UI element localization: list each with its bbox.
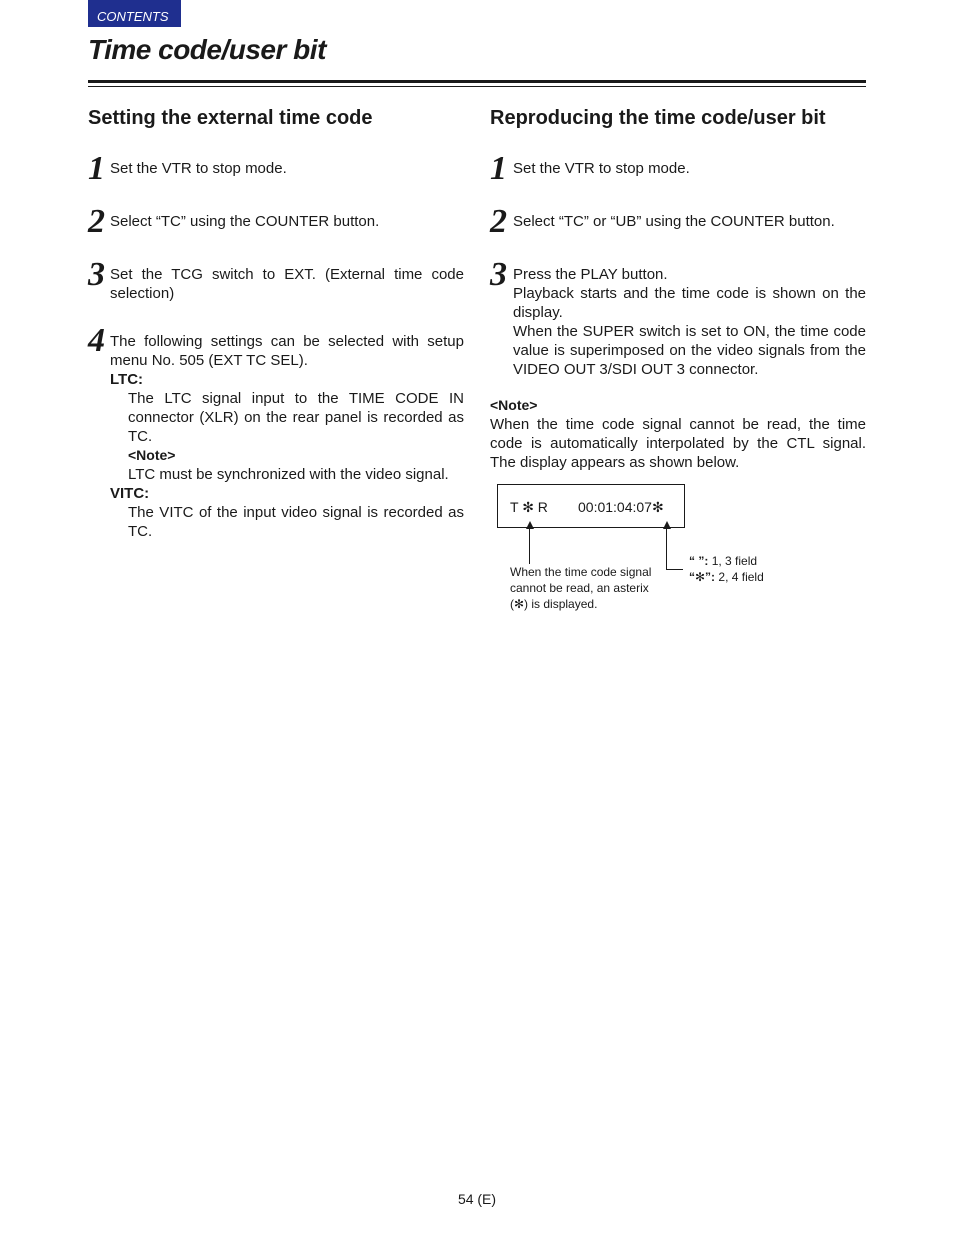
arrow-up-icon	[663, 521, 671, 529]
step-number: 1	[88, 150, 105, 187]
note-label: <Note>	[128, 447, 176, 463]
step-text: The following settings can be selected with setup menu No. 505 (EXT TC SEL).	[110, 333, 464, 369]
field-symbol: “ ”:	[689, 554, 709, 568]
title-rule	[88, 80, 866, 83]
left-section-heading: Setting the external time code	[88, 107, 373, 129]
note-label: <Note>	[490, 397, 538, 413]
step-number: 3	[88, 256, 105, 293]
asterisk-callout-text: When the time code signal cannot be read, an asterix (✻) is displayed.	[510, 565, 652, 611]
display-mode-text: T ✻ R	[510, 499, 548, 515]
step-4-block	[110, 332, 464, 541]
field-legend-row	[689, 569, 764, 585]
step-number: 4	[88, 322, 105, 359]
step-number: 1	[490, 150, 507, 187]
field-symbol: “✻”:	[689, 570, 716, 584]
step-number: 3	[490, 256, 507, 293]
step-number: 2	[490, 203, 507, 240]
display-time-code: 00:01:04:07✻	[578, 499, 664, 515]
step-3-block	[513, 265, 866, 379]
step-text: Press the PLAY button.	[513, 266, 668, 283]
step-text: Select “TC” or “UB” using the COUNTER button.	[513, 213, 835, 230]
vitc-label: VITC:	[110, 485, 150, 502]
title-rule-thin	[88, 86, 866, 87]
note-text: When the time code signal cannot be read, the time code is automatically interpolated by the CTL signal. The display appears as shown below.	[490, 416, 866, 471]
step-text: Select “TC” using the COUNTER button.	[110, 213, 380, 230]
contents-link[interactable]: CONTENTS	[88, 0, 181, 27]
step-text: Set the TCG switch to EXT. (External time code selection)	[110, 266, 464, 302]
note-text: LTC must be synchronized with the video signal.	[128, 466, 449, 483]
field-legend-row	[689, 553, 757, 569]
page-title: Time code/user bit	[88, 34, 326, 65]
note-block	[490, 396, 866, 472]
vitc-description: The VITC of the input video signal is recorded as TC.	[128, 504, 464, 540]
ltc-description: The LTC signal input to the TIME CODE IN connector (XLR) on the rear panel is recorded as TC.	[128, 390, 464, 445]
step-text: Playback starts and the time code is shown on the display.	[513, 285, 866, 321]
step-number: 2	[88, 203, 105, 240]
field-text: 1, 3 field	[711, 554, 758, 568]
field-text: 2, 4 field	[718, 570, 764, 584]
ltc-label: LTC:	[110, 371, 144, 388]
step-text: Set the VTR to stop mode.	[110, 160, 287, 177]
step-text: Set the VTR to stop mode.	[513, 160, 690, 177]
callout-line	[529, 528, 530, 564]
right-section-heading: Reproducing the time code/user bit	[490, 107, 826, 129]
arrow-up-icon	[526, 521, 534, 529]
page-number: 54 (E)	[457, 1191, 497, 1207]
step-text: When the SUPER switch is set to ON, the time code value is superimposed on the video signals from the VIDEO OUT 3/SDI OUT 3 connector.	[513, 323, 866, 378]
